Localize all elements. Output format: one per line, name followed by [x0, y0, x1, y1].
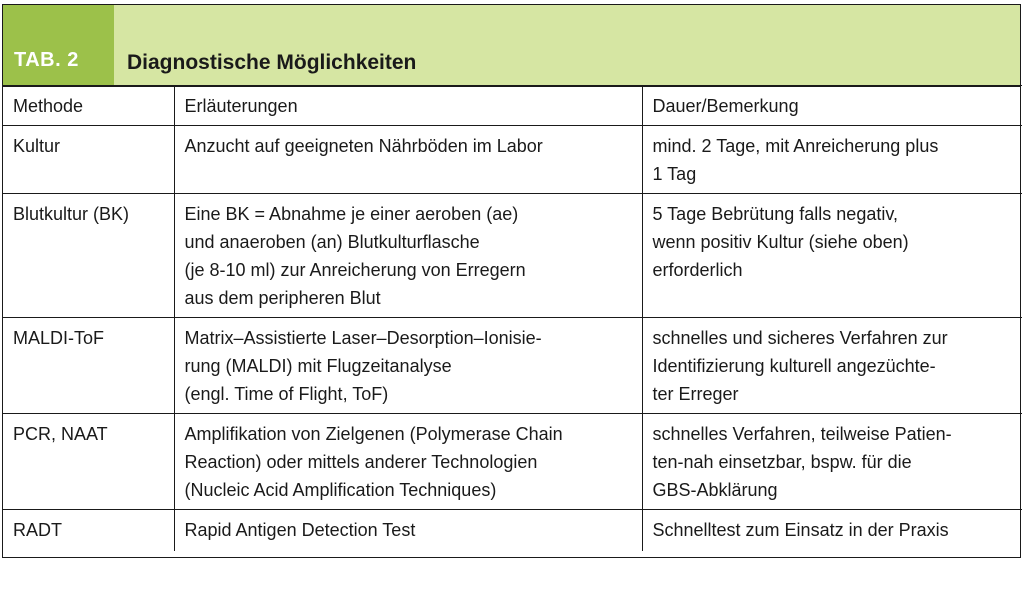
column-header-methode: Methode: [3, 86, 174, 126]
cell-text-line: und anaeroben (an) Blutkulturflasche: [184, 232, 480, 252]
cell-text-line: 1 Tag: [652, 164, 697, 184]
table-cell-dauer: [642, 318, 1022, 414]
cell-text-line: Amplifikation von Zielgenen (Polymerase Chain: [184, 424, 563, 444]
cell-text-line: Blutkultur (BK): [13, 204, 130, 224]
cell-text-line: Identifizierung kulturell angezüchte-: [652, 356, 936, 376]
table-cell-dauer: [642, 126, 1022, 194]
table-cell-erlaeuterungen: [174, 318, 642, 414]
cell-text-line: 5 Tage Bebrütung falls negativ,: [652, 204, 899, 224]
cell-text-line: wenn positiv Kultur (siehe oben): [652, 232, 909, 252]
table-row: [3, 126, 1022, 194]
cell-text-line: GBS-Abklärung: [652, 480, 778, 500]
table-row: [3, 510, 1022, 551]
column-header-dauer: Dauer/Bemerkung: [642, 86, 1022, 126]
cell-text-line: (je 8-10 ml) zur Anreicherung von Erregern: [184, 260, 526, 280]
table-cell-methode: [3, 510, 174, 551]
cell-text-line: RADT: [13, 520, 62, 540]
cell-text-line: mind. 2 Tage, mit Anreicherung plus: [652, 136, 939, 156]
table-cell-erlaeuterungen: [174, 510, 642, 551]
cell-text-line: Eine BK = Abnahme je einer aeroben (ae): [184, 204, 519, 224]
table-cell-erlaeuterungen: [174, 194, 642, 318]
table-cell-dauer: [642, 510, 1022, 551]
cell-text-line: Matrix–Assistierte Laser–Desorption–Ionisie-: [184, 328, 542, 348]
column-header-row: [3, 86, 1022, 126]
table-row: [3, 414, 1022, 510]
table-cell-methode: [3, 318, 174, 414]
column-header-erlaeuterungen: Erläuterungen: [174, 86, 642, 126]
table-cell-erlaeuterungen: [174, 126, 642, 194]
cell-text-line: Rapid Antigen Detection Test: [184, 520, 416, 540]
table-row: [3, 194, 1022, 318]
table-title: Diagnostische Möglichkeiten: [127, 51, 417, 74]
cell-text-line: rung (MALDI) mit Flugzeitanalyse: [184, 356, 452, 376]
cell-text-line: ter Erreger: [652, 384, 739, 404]
cell-text-line: schnelles und sicheres Verfahren zur: [652, 328, 948, 348]
table-cell-methode: [3, 194, 174, 318]
table-number-badge: [3, 5, 114, 85]
cell-text-line: aus dem peripheren Blut: [184, 288, 381, 308]
diagnostics-table: [3, 85, 1022, 551]
cell-text-line: schnelles Verfahren, teilweise Patien-: [652, 424, 952, 444]
table-row: [3, 318, 1022, 414]
table-cell-dauer: [642, 414, 1022, 510]
table-cell-erlaeuterungen: [174, 414, 642, 510]
cell-text-line: ten-nah einsetzbar, bspw. für die: [652, 452, 912, 472]
table-header-band: [3, 5, 1020, 87]
table-frame: [2, 4, 1021, 558]
table-cell-methode: [3, 414, 174, 510]
cell-text-line: Schnelltest zum Einsatz in der Praxis: [652, 520, 949, 540]
cell-text-line: MALDI-ToF: [13, 328, 105, 348]
table-number: TAB. 2: [14, 49, 79, 71]
cell-text-line: Anzucht auf geeigneten Nährböden im Labor: [184, 136, 543, 156]
cell-text-line: (Nucleic Acid Amplification Techniques): [184, 480, 497, 500]
cell-text-line: (engl. Time of Flight, ToF): [184, 384, 389, 404]
table-cell-dauer: [642, 194, 1022, 318]
table-cell-methode: [3, 126, 174, 194]
cell-text-line: erforderlich: [652, 260, 743, 280]
cell-text-line: Reaction) oder mittels anderer Technologien: [184, 452, 538, 472]
cell-text-line: Kultur: [13, 136, 61, 156]
cell-text-line: PCR, NAAT: [13, 424, 108, 444]
